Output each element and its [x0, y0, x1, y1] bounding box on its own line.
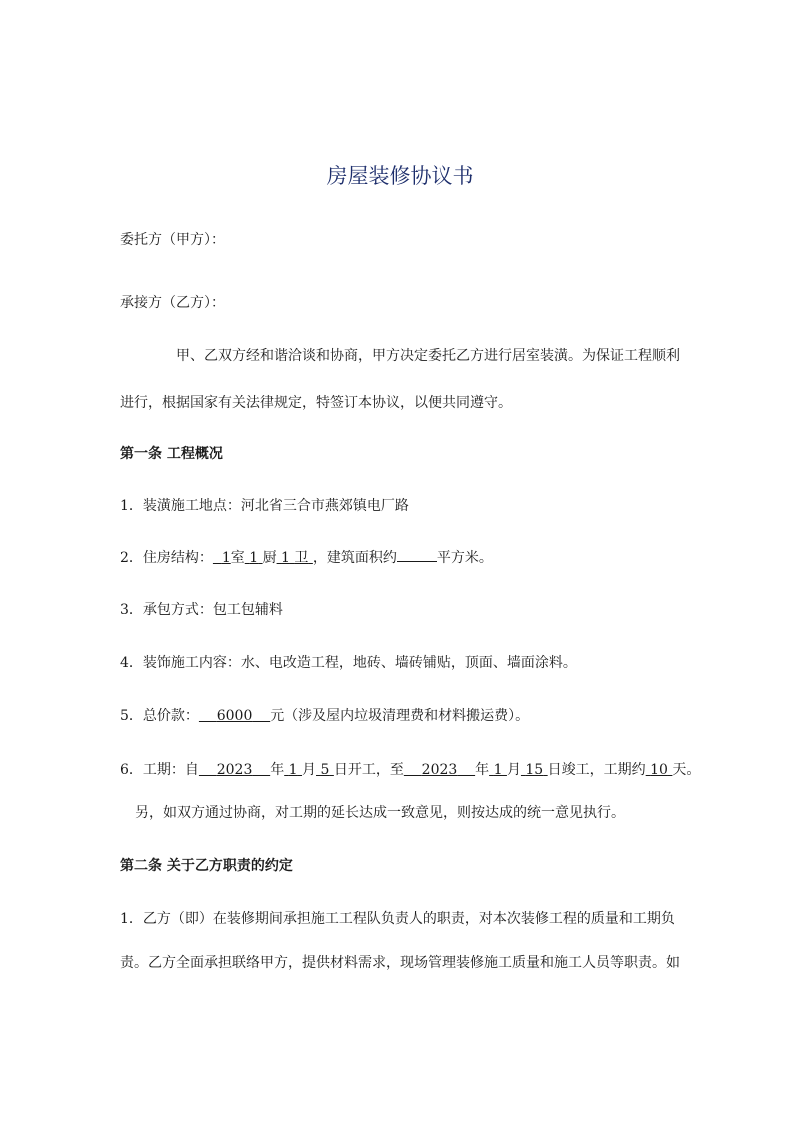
article1-item3: 3．承包方式：包工包辅料 — [120, 602, 283, 618]
start-month: 1 — [288, 762, 298, 778]
intro-paragraph-line1: 甲、乙双方经和谐洽谈和协商，甲方决定委托乙方进行居室装潢。为保证工程顺利 — [176, 348, 680, 364]
article1-item6-note: 另，如双方通过协商，对工期的延长达成一致意见，则按达成的统一意见执行。 — [135, 805, 625, 821]
baths-label: 卫 — [294, 550, 309, 566]
article1-item2 — [120, 548, 493, 568]
party-b-label: 承接方（乙方）： — [120, 295, 225, 311]
item5-prefix: 5．总价款： — [120, 708, 199, 724]
start-label: 日开工，至 — [333, 762, 404, 778]
duration-label: 天。 — [672, 762, 701, 778]
article1-item1: 1．装潢施工地点：河北省三合市燕郊镇电厂路 — [120, 498, 409, 514]
end-month: 1 — [493, 762, 503, 778]
article1-item6 — [120, 760, 700, 780]
article1-item5 — [120, 706, 529, 726]
article2-item1-line1: 1．乙方（即）在装修期间承担施工工程队负责人的职责，对本次装修工程的质量和工期负 — [120, 911, 675, 927]
area-prefix: ，建筑面积约 — [312, 550, 397, 566]
start-day: 5 — [320, 762, 330, 778]
item5-suffix: 元（涉及屋内垃圾清理费和材料搬运费）。 — [270, 708, 530, 724]
end-year: 2023 — [421, 762, 458, 778]
article1-item4: 4．装饰施工内容：水、电改造工程，地砖、墙砖铺贴，顶面、墙面涂料。 — [120, 655, 577, 671]
kitchens-label: 厨 — [262, 550, 277, 566]
start-year-label: 年 — [270, 762, 285, 778]
area-blank — [397, 549, 437, 562]
total-amount: 6000 — [216, 708, 253, 724]
article2-heading: 第二条 关于乙方职责的约定 — [120, 858, 293, 874]
start-year: 2023 — [216, 762, 253, 778]
area-suffix: 平方米。 — [436, 550, 493, 566]
item2-prefix: 2．住房结构： — [120, 550, 213, 566]
rooms-label: 室 — [230, 550, 245, 566]
end-month-label: 月 — [506, 762, 521, 778]
duration-value: 10 — [650, 762, 668, 778]
start-month-label: 月 — [302, 762, 317, 778]
baths-value: 1 — [281, 550, 290, 566]
end-year-label: 年 — [475, 762, 490, 778]
article2-item1-line2: 责。乙方全面承担联络甲方，提供材料需求，现场管理装修施工质量和施工人员等职责。如 — [120, 955, 680, 971]
party-a-label: 委托方（甲方）： — [120, 232, 225, 248]
end-label: 日竣工，工期约 — [547, 762, 646, 778]
item6-prefix: 6．工期：自 — [120, 762, 199, 778]
article1-heading: 第一条 工程概况 — [120, 446, 223, 462]
document-title: 房屋装修协议书 — [326, 164, 474, 188]
intro-paragraph-line2: 进行，根据国家有关法律规定，特签订本协议，以便共同遵守。 — [120, 395, 512, 411]
kitchens-value: 1 — [249, 550, 259, 566]
end-day: 15 — [525, 762, 544, 778]
rooms-value: 1 — [221, 550, 231, 566]
